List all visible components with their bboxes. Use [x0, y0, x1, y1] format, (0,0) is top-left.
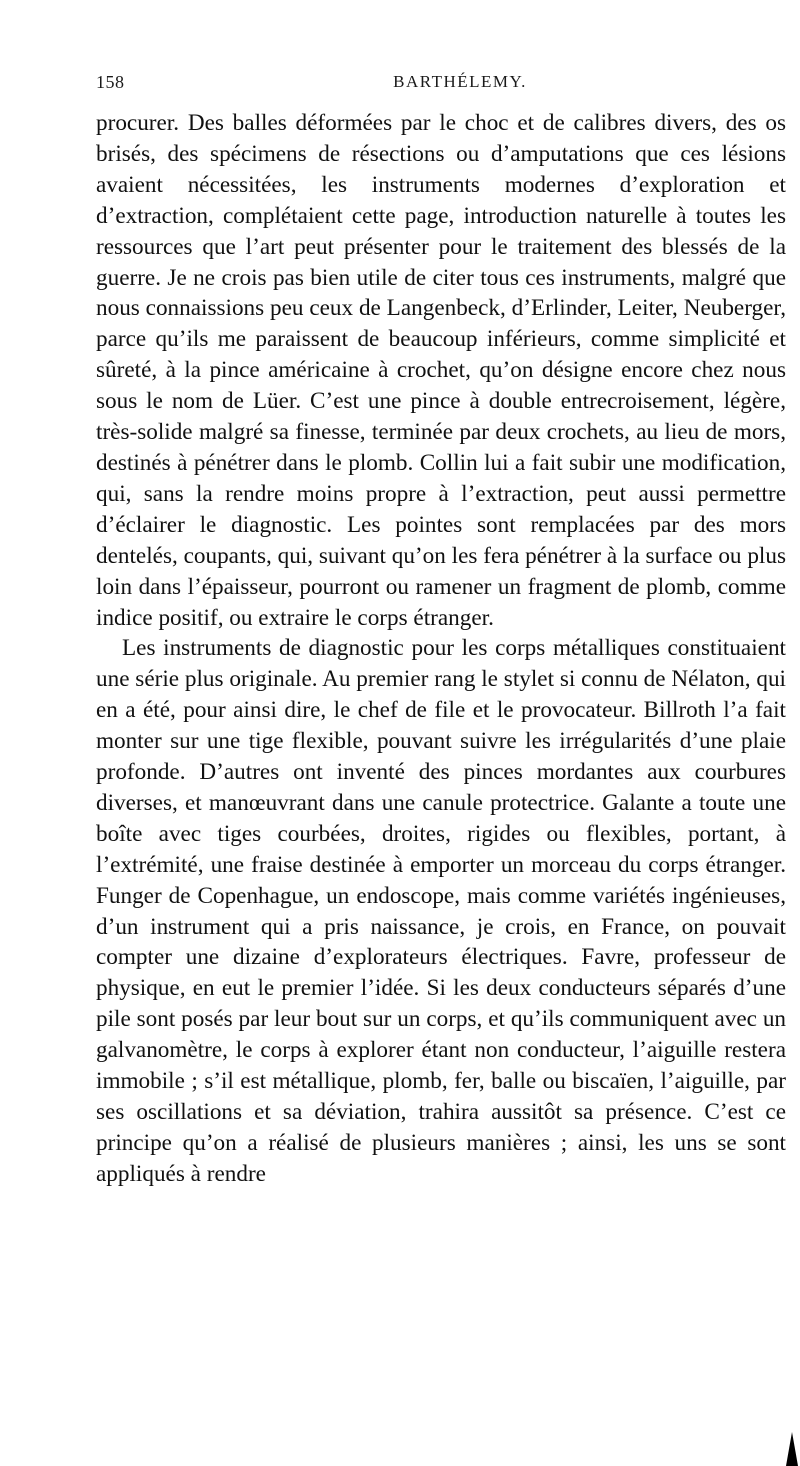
running-head: BARTHÉLEMY.: [393, 72, 527, 91]
body-text: [96, 108, 786, 1190]
paragraph-1: procurer. Des balles déformées par le choc et de calibres divers, des os brisés, des spécimens de résections ou d’amputations que ces lésions avaient nécessitées, les instruments modernes d’exploration et d’extraction, complétaient cette page, introduction naturelle à toutes les ressources que l’art peut présenter pour le traitement des blessés de la guerre. Je ne crois pas bien utile de citer tous ces instruments, malgré que nous connaissions peu ceux de Langenbeck, d’Erlinder, Leiter, Neuberger, parce qu’ils me paraissent de beaucoup inférieurs, comme simplicité et sûreté, à la pince américaine à crochet, qu’on désigne encore chez nous sous le nom de Lüer. C’est une pince à double entrecroisement, légère, très-solide malgré sa finesse, terminée par deux crochets, au lieu de mors, destinés à pénétrer dans le plomb. Collin lui a fait subir une modification, qui, sans la rendre moins propre à l’extraction, peut aussi permettre d’éclairer le diagnostic. Les pointes sont remplacées par des mors dentelés, coupants, qui, suivant qu’on les fera pénétrer à la surface ou plus loin dans l’épaisseur, pourront ou ramener un fragment de plomb, comme indice positif, ou extraire le corps étranger.: [96, 110, 786, 631]
page-header: [92, 72, 788, 102]
paragraph-2: Les instruments de diagnostic pour les corps métalliques constituaient une série plus originale. Au premier rang le stylet si connu de Nélaton, qui en a été, pour ainsi dire, le chef de file et le provocateur. Billroth l’a fait monter sur une tige flexible, pouvant suivre les irrégularités d’une plaie profonde. D’autres ont inventé des pinces mordantes aux courbures diverses, et manœuvrant dans une canule protectrice. Galante a toute une boîte avec tiges courbées, droites, rigides ou flexibles, portant, à l’extrémité, une fraise destinée à emporter un morceau du corps étranger. Funger de Copenhague, un endoscope, mais comme variétés ingénieuses, d’un instrument qui a pris naissance, je crois, en France, on pouvait compter une dizaine d’explorateurs électriques. Favre, professeur de physique, en eut le premier l’idée. Si les deux conducteurs séparés d’une pile sont posés par leur bout sur un corps, et qu’ils communiquent avec un galvanomètre, le corps à explorer étant non conducteur, l’aiguille restera immobile ; s’il est métallique, plomb, fer, balle ou biscaïen, l’aiguille, par ses oscillations et sa déviation, trahira aussitôt sa présence. C’est ce principe qu’on a réalisé de plusieurs manières ; ainsi, les uns se sont appliqués à rendre: [96, 635, 786, 1187]
page-number: 158: [96, 72, 125, 92]
page-corner-mark: [786, 1432, 798, 1466]
